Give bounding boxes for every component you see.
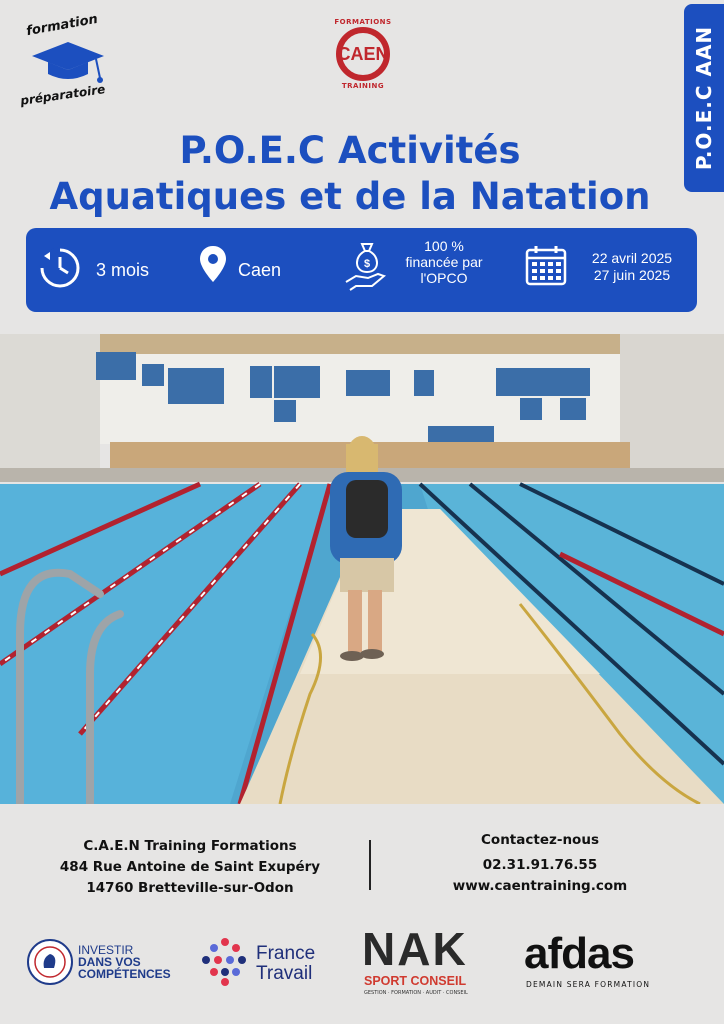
city-label: Caen xyxy=(238,260,282,280)
caen-logo-mark xyxy=(335,26,391,82)
badge-line1: formation xyxy=(25,11,99,40)
logo-top-text: FORMATIONS xyxy=(334,18,392,26)
duration-label: 3 mois xyxy=(96,260,150,280)
contact-block xyxy=(400,830,680,897)
pool-photo xyxy=(0,334,724,804)
page-title xyxy=(30,128,670,220)
street-address: 484 Rue Antoine de Saint Exupéry xyxy=(59,859,321,875)
dates-label xyxy=(582,250,682,284)
badge-line2: préparatoire xyxy=(19,82,107,108)
afdas-tagline: DEMAIN SERA FORMATION xyxy=(526,980,651,989)
logo-bottom-text: TRAINING xyxy=(341,82,385,90)
side-tab xyxy=(684,4,724,192)
france-travail-dots-icon xyxy=(200,936,250,988)
side-tab-label: P.O.E.C AAN xyxy=(692,25,716,171)
funding-item xyxy=(344,238,483,299)
caen-training-logo xyxy=(328,18,398,96)
title-line1: P.O.E.C Activités xyxy=(179,129,521,172)
address-block xyxy=(40,836,340,899)
contact-divider xyxy=(369,840,371,890)
clock-icon xyxy=(38,246,82,290)
nak-tagline: GESTION · FORMATION · AUDIT · CONSEIL xyxy=(364,990,468,996)
contact-heading: Contactez-nous xyxy=(481,832,599,848)
france-travail-logo xyxy=(200,936,330,990)
investir-line2: DANS VOS xyxy=(78,955,141,969)
phone-number[interactable]: 02.31.91.76.55 xyxy=(482,857,598,873)
graduation-cap-icon xyxy=(30,38,106,88)
company-name: C.A.E.N Training Formations xyxy=(83,838,297,854)
date-end: 27 juin 2025 xyxy=(593,267,671,283)
nak-name: NAK xyxy=(362,923,468,975)
website-link[interactable]: www.caentraining.com xyxy=(452,878,628,894)
investir-line3: COMPÉTENCES xyxy=(78,967,171,981)
investir-line1: INVESTIR xyxy=(78,943,134,957)
funding-label: 100 % financée par l'OPCO xyxy=(405,238,483,286)
investir-competences-logo xyxy=(26,938,176,988)
title-line2: Aquatiques et de la Natation xyxy=(49,175,651,218)
france-travail-text xyxy=(256,944,315,984)
investir-text xyxy=(78,944,171,980)
afdas-name: afdas xyxy=(524,929,634,978)
date-start: 22 avril 2025 xyxy=(591,250,673,266)
nak-sport-conseil-logo xyxy=(362,924,492,1000)
money-bag-hand-icon xyxy=(344,238,388,294)
investir-avenir-seal-icon xyxy=(26,938,74,986)
dates-item xyxy=(524,244,673,293)
svg-text:CAEN: CAEN xyxy=(337,44,389,64)
info-bar xyxy=(26,228,697,312)
location-pin-icon xyxy=(198,244,228,284)
duration-item xyxy=(38,246,150,295)
svg-text:$: $ xyxy=(363,258,371,270)
city-item xyxy=(198,244,282,289)
afdas-logo xyxy=(524,930,694,994)
calendar-icon xyxy=(524,244,568,288)
city-address: 14760 Bretteville-sur-Odon xyxy=(86,880,294,896)
ft-line2: Travail xyxy=(256,963,313,984)
formation-preparatoire-badge xyxy=(12,8,122,118)
ft-line1: France xyxy=(256,943,316,964)
nak-subtitle: SPORT CONSEIL xyxy=(364,974,467,988)
